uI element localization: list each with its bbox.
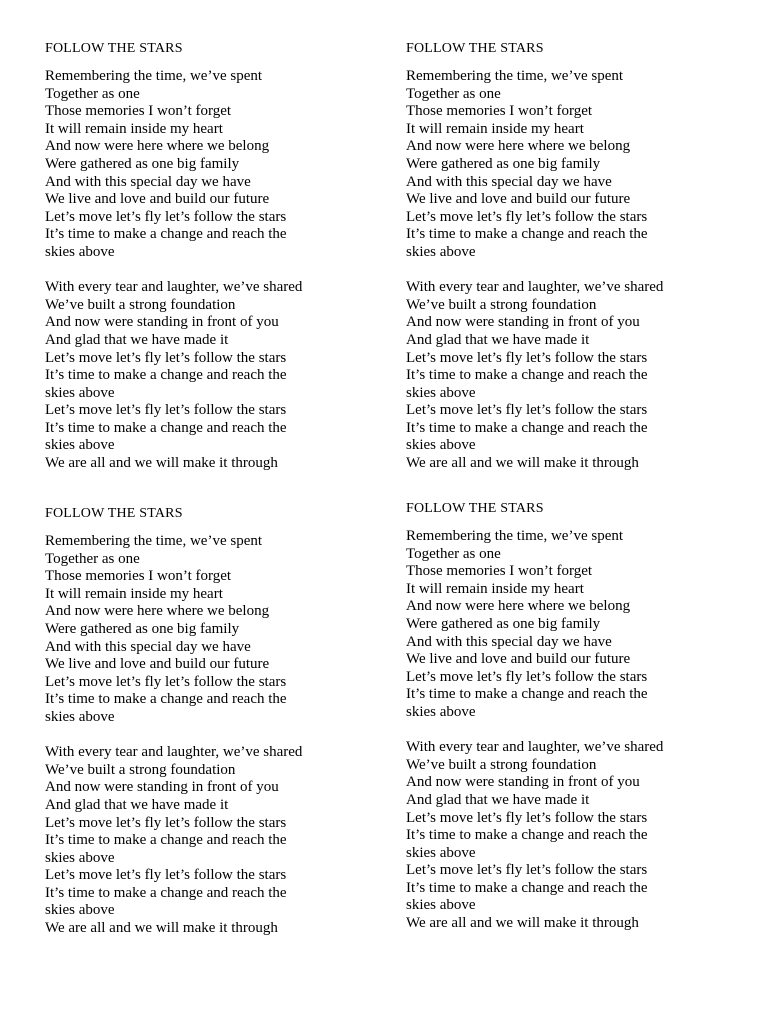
lyric-line: Remembering the time, we’ve spent (406, 68, 624, 84)
song-title: FOLLOW THE STARS (406, 501, 544, 516)
lyric-line: And now were standing in front of you (406, 314, 640, 331)
verse-2 (406, 279, 736, 473)
lyric-line: It’s time to make a change and reach the (406, 226, 648, 243)
lyric-line: It’s time to make a change and reach the (45, 367, 287, 384)
lyric-line: And now were here where we belong (45, 603, 270, 620)
lyric-line: And glad that we have made it (45, 796, 229, 813)
lyric-line: Remembering the time, we’ve spent (45, 68, 263, 84)
verse-2 (406, 739, 736, 933)
lyric-line: skies above (45, 384, 115, 401)
verse-1 (45, 533, 375, 727)
verse-2 (45, 279, 375, 473)
lyric-line: We are all and we will make it through (406, 455, 639, 472)
lyric-line: We live and love and build our future (45, 656, 270, 673)
lyric-line: It’s time to make a change and reach the (406, 827, 648, 844)
lyric-line: Let’s move let’s fly let’s follow the stars (45, 208, 287, 225)
lyric-line: We’ve built a strong foundation (45, 761, 236, 778)
lyric-line: And now were standing in front of you (406, 774, 640, 791)
lyric-line: We’ve built a strong foundation (406, 296, 597, 313)
lyric-line: Those memories I won’t forget (406, 563, 593, 580)
lyric-line: It will remain inside my heart (406, 120, 584, 137)
lyric-line: skies above (45, 708, 115, 725)
verse-1 (406, 68, 736, 262)
lyric-line: And now were here where we belong (45, 138, 270, 155)
lyric-line: Let’s move let’s fly let’s follow the stars (45, 673, 287, 690)
lyric-line: Remembering the time, we’ve spent (406, 528, 624, 544)
lyric-line: Together as one (45, 85, 140, 102)
lyrics-block-bottom-left (45, 505, 375, 938)
lyric-line: Let’s move let’s fly let’s follow the stars (406, 402, 648, 419)
lyric-line: skies above (406, 897, 476, 914)
lyric-line: It will remain inside my heart (45, 120, 223, 137)
lyric-line: skies above (45, 849, 115, 866)
lyric-line: It’s time to make a change and reach the (45, 884, 287, 901)
lyric-line: Let’s move let’s fly let’s follow the stars (406, 809, 648, 826)
lyric-line: It’s time to make a change and reach the (45, 832, 287, 849)
lyric-line: And now were here where we belong (406, 598, 631, 615)
lyric-line: Were gathered as one big family (45, 620, 240, 637)
verse-2 (45, 744, 375, 938)
lyric-line: With every tear and laughter, we’ve shared (406, 739, 664, 756)
lyric-line: skies above (406, 384, 476, 401)
lyric-line: skies above (45, 243, 115, 260)
lyric-line: And with this special day we have (406, 633, 612, 650)
lyric-line: skies above (406, 243, 476, 260)
lyric-line: Were gathered as one big family (45, 155, 240, 172)
lyric-line: We’ve built a strong foundation (406, 756, 597, 773)
lyric-line: Together as one (406, 85, 501, 102)
song-title: FOLLOW THE STARS (406, 41, 544, 56)
lyric-line: skies above (406, 437, 476, 454)
lyric-line: It’s time to make a change and reach the (45, 226, 287, 243)
lyric-line: It will remain inside my heart (406, 580, 584, 597)
song-title: FOLLOW THE STARS (45, 41, 183, 56)
lyric-line: Were gathered as one big family (406, 155, 601, 172)
lyric-line: It’s time to make a change and reach the (406, 419, 648, 436)
lyric-line: It’s time to make a change and reach the (406, 686, 648, 703)
lyric-line: Let’s move let’s fly let’s follow the stars (406, 862, 648, 879)
lyric-line: skies above (406, 703, 476, 720)
lyric-line: And now were standing in front of you (45, 314, 279, 331)
lyric-line: We are all and we will make it through (45, 920, 278, 937)
lyric-line: And now were here where we belong (406, 138, 631, 155)
lyrics-block-bottom-right (406, 500, 736, 933)
lyrics-block-top-left (45, 40, 375, 473)
lyric-line: Those memories I won’t forget (45, 103, 232, 120)
lyric-line: Let’s move let’s fly let’s follow the stars (406, 668, 648, 685)
lyric-line: Let’s move let’s fly let’s follow the stars (45, 867, 287, 884)
lyric-line: Together as one (45, 550, 140, 567)
lyric-line: And with this special day we have (45, 638, 251, 655)
lyric-line: And now were standing in front of you (45, 779, 279, 796)
lyric-line: It’s time to make a change and reach the (45, 419, 287, 436)
lyric-line: And glad that we have made it (45, 331, 229, 348)
lyric-line: We live and love and build our future (45, 191, 270, 208)
lyric-line: Let’s move let’s fly let’s follow the stars (406, 208, 648, 225)
lyric-line: skies above (45, 437, 115, 454)
lyric-line: And with this special day we have (45, 173, 251, 190)
song-title: FOLLOW THE STARS (45, 506, 183, 521)
lyric-line: It will remain inside my heart (45, 585, 223, 602)
lyric-line: We live and love and build our future (406, 651, 631, 668)
lyric-line: Let’s move let’s fly let’s follow the stars (45, 814, 287, 831)
lyric-line: We are all and we will make it through (406, 915, 639, 932)
lyric-line: Let’s move let’s fly let’s follow the stars (406, 349, 648, 366)
lyric-line: We’ve built a strong foundation (45, 296, 236, 313)
lyric-line: We live and love and build our future (406, 191, 631, 208)
lyric-line: Let’s move let’s fly let’s follow the stars (45, 349, 287, 366)
lyric-line: And glad that we have made it (406, 791, 590, 808)
lyric-line: skies above (45, 902, 115, 919)
lyrics-block-top-right (406, 40, 736, 473)
lyric-line: With every tear and laughter, we’ve shared (45, 279, 303, 296)
lyric-line: With every tear and laughter, we’ve shared (406, 279, 664, 296)
lyric-line: Were gathered as one big family (406, 615, 601, 632)
verse-1 (406, 528, 736, 722)
lyric-line: It’s time to make a change and reach the (406, 367, 648, 384)
lyric-line: It’s time to make a change and reach the (406, 879, 648, 896)
lyric-line: Those memories I won’t forget (45, 568, 232, 585)
lyric-line: It’s time to make a change and reach the (45, 691, 287, 708)
lyric-line: With every tear and laughter, we’ve shared (45, 744, 303, 761)
lyric-line: Let’s move let’s fly let’s follow the stars (45, 402, 287, 419)
lyric-line: Remembering the time, we’ve spent (45, 533, 263, 549)
lyric-line: And with this special day we have (406, 173, 612, 190)
lyric-line: Together as one (406, 545, 501, 562)
verse-1 (45, 68, 375, 262)
lyric-line: And glad that we have made it (406, 331, 590, 348)
lyric-line: skies above (406, 844, 476, 861)
lyric-line: We are all and we will make it through (45, 455, 278, 472)
lyric-line: Those memories I won’t forget (406, 103, 593, 120)
